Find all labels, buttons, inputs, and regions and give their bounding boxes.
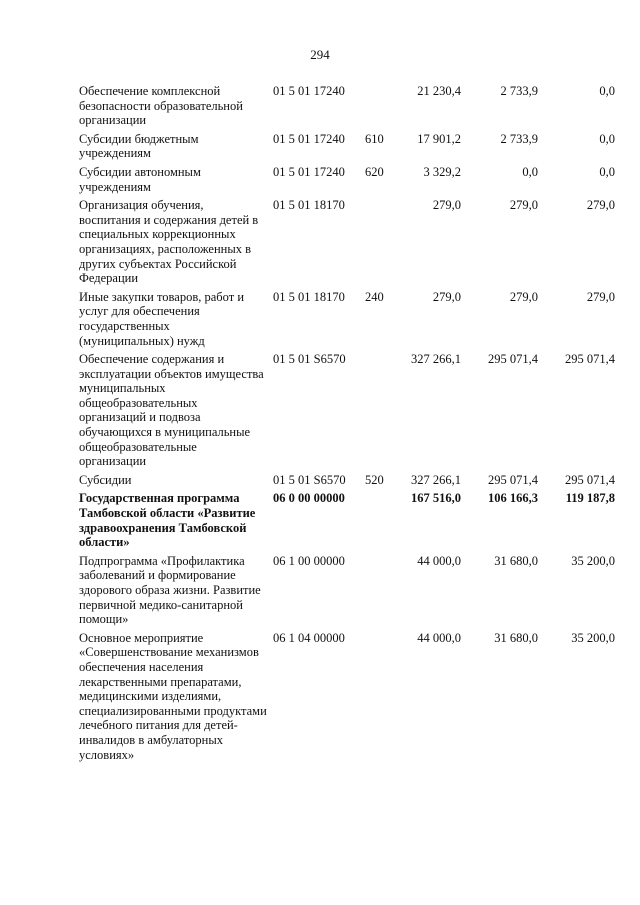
row-name: Государственная программа Тамбовской области «Развитие здравоохранения Тамбовской области» [79, 491, 256, 550]
row-value-year1: 167 516,0 [411, 491, 461, 506]
table-row [79, 473, 615, 492]
row-name: Субсидии бюджетным учреждениям [79, 131, 199, 161]
row-value-year1: 327 266,1 [411, 472, 461, 487]
row-code: 01 5 01 18170 [273, 198, 345, 213]
row-expense-type: 520 [365, 472, 384, 487]
row-value-year3: 279,0 [586, 289, 615, 304]
row-expense-type [365, 491, 393, 553]
row-value-year2: 279,0 [509, 289, 538, 304]
row-expense-type [365, 554, 393, 631]
row-value-year3: 35 200,0 [571, 553, 615, 568]
row-value-year1: 17 901,2 [417, 131, 461, 146]
row-code: 06 1 04 00000 [273, 630, 345, 645]
row-name: Организация обучения, воспитания и содержания детей в специальных коррекционных организациях, расположенных в других субъектах Российской Федерации [79, 198, 259, 286]
row-expense-type [365, 631, 393, 766]
row-code: 01 5 01 18170 [273, 289, 345, 304]
row-code: 01 5 01 17240 [273, 84, 345, 98]
row-value-year1: 44 000,0 [417, 553, 461, 568]
row-expense-type [365, 198, 393, 290]
row-expense-type: 620 [365, 164, 384, 179]
row-expense-type [365, 352, 393, 473]
row-code: 06 1 00 00000 [273, 553, 345, 568]
budget-table-body [79, 84, 615, 766]
row-code: 01 5 01 17240 [273, 164, 345, 179]
row-expense-type: 610 [365, 131, 384, 146]
row-value-year2: 31 680,0 [494, 553, 538, 568]
row-expense-type [365, 84, 393, 132]
row-code: 01 5 01 S6570 [273, 352, 346, 367]
table-row [79, 631, 615, 766]
row-value-year2: 106 166,3 [488, 491, 538, 506]
row-value-year2: 2 733,9 [500, 131, 538, 146]
row-value-year2: 2 733,9 [500, 84, 538, 98]
table-row [79, 554, 615, 631]
row-value-year2: 31 680,0 [494, 630, 538, 645]
row-value-year2: 295 071,4 [488, 352, 538, 367]
table-row [79, 165, 615, 198]
row-value-year1: 279,0 [432, 289, 461, 304]
row-value-year3: 279,0 [586, 198, 615, 213]
row-value-year3: 0,0 [599, 84, 615, 98]
table-row [79, 84, 615, 132]
row-name: Субсидии автономным учреждениям [79, 164, 201, 194]
row-value-year3: 295 071,4 [565, 472, 615, 487]
row-name: Иные закупки товаров, работ и услуг для обеспечения государственных (муниципальных) нужд [79, 289, 245, 348]
row-value-year1: 279,0 [432, 198, 461, 213]
row-value-year3: 119 187,8 [565, 491, 615, 506]
row-value-year1: 3 329,2 [423, 164, 461, 179]
row-name: Обеспечение содержания и эксплуатации объектов имущества муниципальных общеобразовательных организаций и подвоза обучающихся в муниципальные общеобразовательные организации [79, 352, 264, 469]
row-name: Субсидии [79, 472, 132, 487]
row-name: Основное мероприятие «Совершенствование механизмов обеспечения населения лекарственными препаратами, медицинскими изделиями, специализированными продуктами лечебного питания для детей-инвалидов в амбулаторных условиях» [79, 630, 267, 762]
row-code: 01 5 01 17240 [273, 131, 345, 146]
row-value-year2: 0,0 [522, 164, 538, 179]
row-value-year1: 44 000,0 [417, 630, 461, 645]
table-row [79, 290, 615, 352]
row-name: Подпрограмма «Профилактика заболеваний и формирование здорового образа жизни. Развитие первичной медико-санитарной помощи» [79, 553, 261, 627]
row-value-year3: 35 200,0 [571, 630, 615, 645]
table-row [79, 132, 615, 165]
table-row [79, 352, 615, 473]
row-value-year2: 295 071,4 [488, 472, 538, 487]
row-value-year3: 0,0 [599, 131, 615, 146]
table-row-program [79, 491, 615, 553]
row-code: 06 0 00 00000 [273, 491, 345, 506]
row-value-year3: 0,0 [599, 164, 615, 179]
table-row [79, 198, 615, 290]
row-code: 01 5 01 S6570 [273, 472, 346, 487]
row-name: Обеспечение комплексной безопасности образовательной организации [79, 84, 243, 128]
row-value-year2: 279,0 [509, 198, 538, 213]
page-number: 294 [310, 47, 330, 62]
row-value-year1: 21 230,4 [417, 84, 461, 98]
row-value-year1: 327 266,1 [411, 352, 461, 367]
budget-table [79, 84, 615, 766]
row-value-year3: 295 071,4 [565, 352, 615, 367]
row-expense-type: 240 [365, 289, 384, 304]
